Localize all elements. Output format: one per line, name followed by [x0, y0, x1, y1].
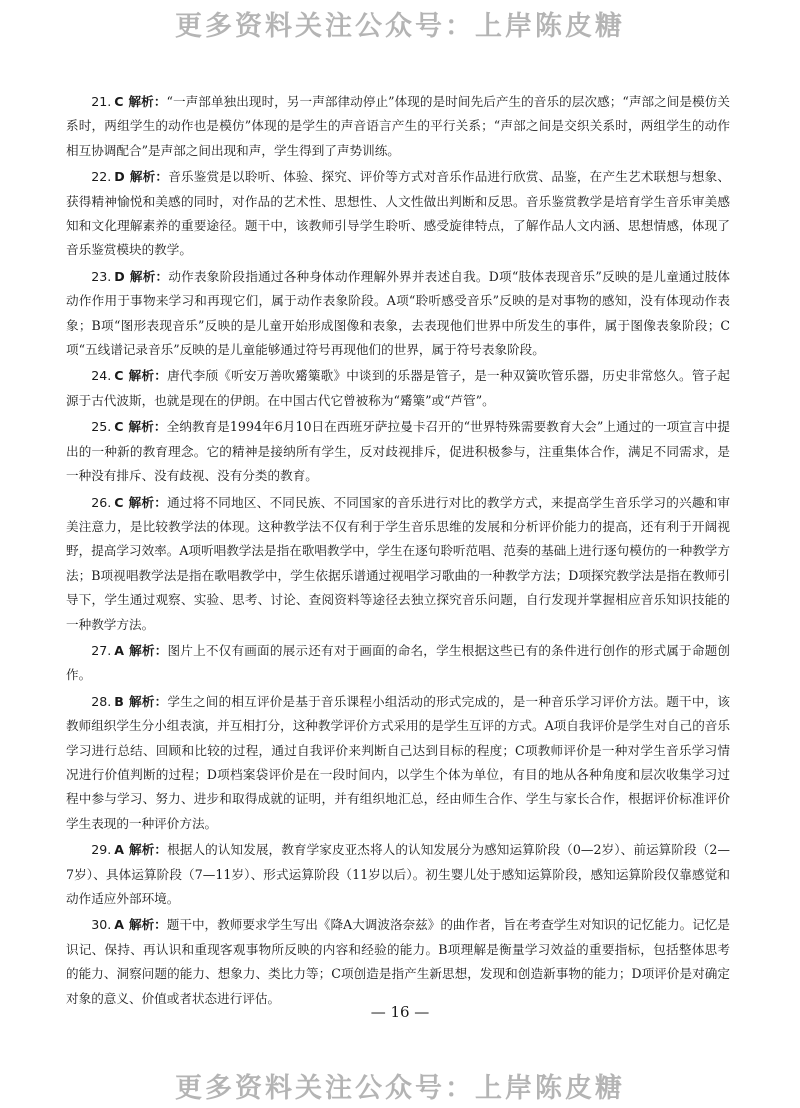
answer-choice: C	[114, 94, 124, 109]
analysis-text: 全纳教育是1994年6月10日在西班牙萨拉曼卡召开的“世界特殊需要教育大会”上通过的一项宣言中提出的一种新的教育理念。它的精神是接纳所有学生，反对歧视排斥，促进积极参与，注重集体合作，满足不同需求，是一种没有排斥、没有歧视、没有分类的教育。	[66, 419, 730, 484]
analysis-label: 解析：	[128, 842, 168, 858]
answer-item	[66, 838, 730, 911]
answer-choice: C	[114, 419, 124, 435]
answer-item	[66, 364, 730, 413]
analysis-label: 解析：	[128, 693, 168, 709]
answer-item	[66, 90, 730, 163]
question-number: 23.	[91, 268, 112, 284]
answer-list	[66, 90, 730, 1013]
answer-choice: D	[114, 169, 125, 185]
analysis-text: 题干中，教师要求学生写出《降A大调波洛奈兹》的曲作者，旨在考查学生对知识的记忆能力。记忆是识记、保持、再认识和重现客观事物所反映的内容和经验的能力。B项理解是衡量学习效益的重要指标，包括整体思考的能力、洞察问题的能力、想象力、类比力等；C项创造是指产生新思想，发现和创造新事物的能力；D项评价是对确定对象的意义、价值或者状态进行评估。	[66, 917, 730, 1006]
analysis-label: 解析：	[128, 368, 168, 384]
answer-choice: D	[114, 268, 125, 284]
answer-item	[66, 639, 730, 688]
analysis-label: 解析：	[128, 419, 167, 435]
analysis-text: 动作表象阶段指通过各种身体动作理解外界并表述自我。D项“肢体表现音乐”反映的是儿童通过肢体动作作用于事物来学习和再现它们，属于动作表象阶段。A项“聆听感受音乐”反映的是对事物的感知，没有体现动作表象；B项“图形表现音乐”反映的是儿童开始形成图像和表象，去表现他们世界中所发生的事件，属于图像表象阶段；C项“五线谱记录音乐”反映的是儿童能够通过符号再现他们的世界，属于符号表象阶段。	[66, 268, 730, 358]
question-number: 29.	[91, 842, 112, 858]
question-number: 30.	[91, 917, 112, 933]
answer-item	[66, 690, 730, 836]
analysis-text: “一声部单独出现时，另一声部律动停止”体现的是时间先后产生的音乐的层次感；“声部之间是模仿关系时，两组学生的动作也是模仿”体现的是学生的声音语言产生的平行关系；“声部之间是交织关系时，两组学生的动作相互协调配合”是声部之间出现和声，学生得到了声势训练。	[66, 94, 730, 158]
answer-item	[66, 415, 730, 488]
analysis-label: 解析：	[128, 94, 167, 109]
answer-choice: A	[114, 842, 124, 858]
answer-choice: C	[114, 494, 124, 510]
answer-item	[66, 265, 730, 363]
answer-choice: A	[114, 917, 124, 933]
question-number: 25.	[91, 419, 112, 435]
page-number: — 16 —	[370, 1003, 430, 1021]
answer-item	[66, 165, 730, 263]
analysis-text: 通过将不同地区、不同民族、不同国家的音乐进行对比的教学方式，来提高学生音乐学习的兴趣和审美注意力，是比较教学法的体现。这种教学法不仅有利于学生音乐思维的发展和分析评价能力的提高，还有利于开阔视野，提高学习效率。A项听唱教学法是指在歌唱教学中，学生在逐句聆听范唱、范奏的基础上进行逐句模仿的一种教学方法；B项视唱教学法是指在歌唱教学中，学生依据乐谱通过视唱学习歌曲的一种教学方法；D项探究教学法是指在教师引导下，学生通过观察、实验、思考、讨论、查阅资料等途径去独立探究音乐问题，自行发现并掌握相应音乐知识技能的一种教学方法。	[66, 494, 731, 632]
answer-choice: C	[114, 368, 124, 384]
question-number: 24.	[91, 368, 112, 384]
analysis-label: 解析：	[128, 494, 168, 510]
watermark-top: 更多资料关注公众号：上岸陈皮糖	[175, 11, 625, 42]
question-number: 26.	[91, 494, 112, 510]
question-number: 21.	[91, 94, 112, 109]
watermark-bottom: 更多资料关注公众号：上岸陈皮糖	[175, 1073, 625, 1104]
analysis-label: 解析：	[128, 642, 168, 658]
analysis-text: 根据人的认知发展，教育学家皮亚杰将人的认知发展分为感知运算阶段（0—2岁）、前运算阶段（2—7岁）、具体运算阶段（7—11岁）、形式运算阶段（11岁以后）。初生婴儿处于感知运算阶段，感知运算阶段仅靠感觉和动作适应外部环境。	[66, 842, 731, 906]
question-number: 22.	[91, 169, 112, 185]
question-number: 27.	[91, 642, 112, 658]
analysis-text: 图片上不仅有画面的展示还有对于画面的命名，学生根据这些已有的条件进行创作的形式属于命题创作。	[66, 642, 731, 683]
answer-choice: B	[114, 693, 124, 709]
analysis-label: 解析：	[128, 917, 167, 933]
answer-choice: A	[114, 642, 124, 658]
analysis-label: 解析：	[129, 268, 169, 284]
answer-item	[66, 491, 730, 637]
analysis-text: 学生之间的相互评价是基于音乐课程小组活动的形式完成的，是一种音乐学习评价方法。题干中，该教师组织学生分小组表演，并互相打分，这种教学评价方式采用的是学生互评的方式。A项自我评价是学生对自己的音乐学习进行总结、回顾和比较的过程，通过自我评价来判断自己达到目标的程度；C项教师评价是一种对学生音乐学习情况进行价值判断的过程；D项档案袋评价是在一段时间内，以学生个体为单位，有目的地从各种角度和层次收集学习过程中参与学习、努力、进步和取得成就的证明，并有组织地汇总，经由师生合作、学生与家长合作，根据评价标准评价学生表现的一种评价方法。	[66, 693, 731, 831]
answer-item	[66, 913, 730, 1011]
analysis-text: 唐代李颀《听安万善吹觱篥歌》中谈到的乐器是管子，是一种双簧吹管乐器，历史非常悠久。管子起源于古代波斯，也就是现在的伊朗。在中国古代它曾被称为“觱篥”或“芦管”。	[66, 368, 731, 408]
question-number: 28.	[91, 693, 112, 709]
analysis-label: 解析：	[129, 169, 169, 185]
analysis-text: 音乐鉴赏是以聆听、体验、探究、评价等方式对音乐作品进行欣赏、品鉴，在产生艺术联想与想象、获得精神愉悦和美感的同时，对作品的艺术性、思想性、人文性做出判断和反思。音乐鉴赏教学是培育学生音乐审美感知和文化理解素养的重要途径。题干中，该教师引导学生聆听、感受旋律特点，了解作品人文内涵、思想情感，体现了音乐鉴赏模块的教学。	[66, 169, 731, 258]
